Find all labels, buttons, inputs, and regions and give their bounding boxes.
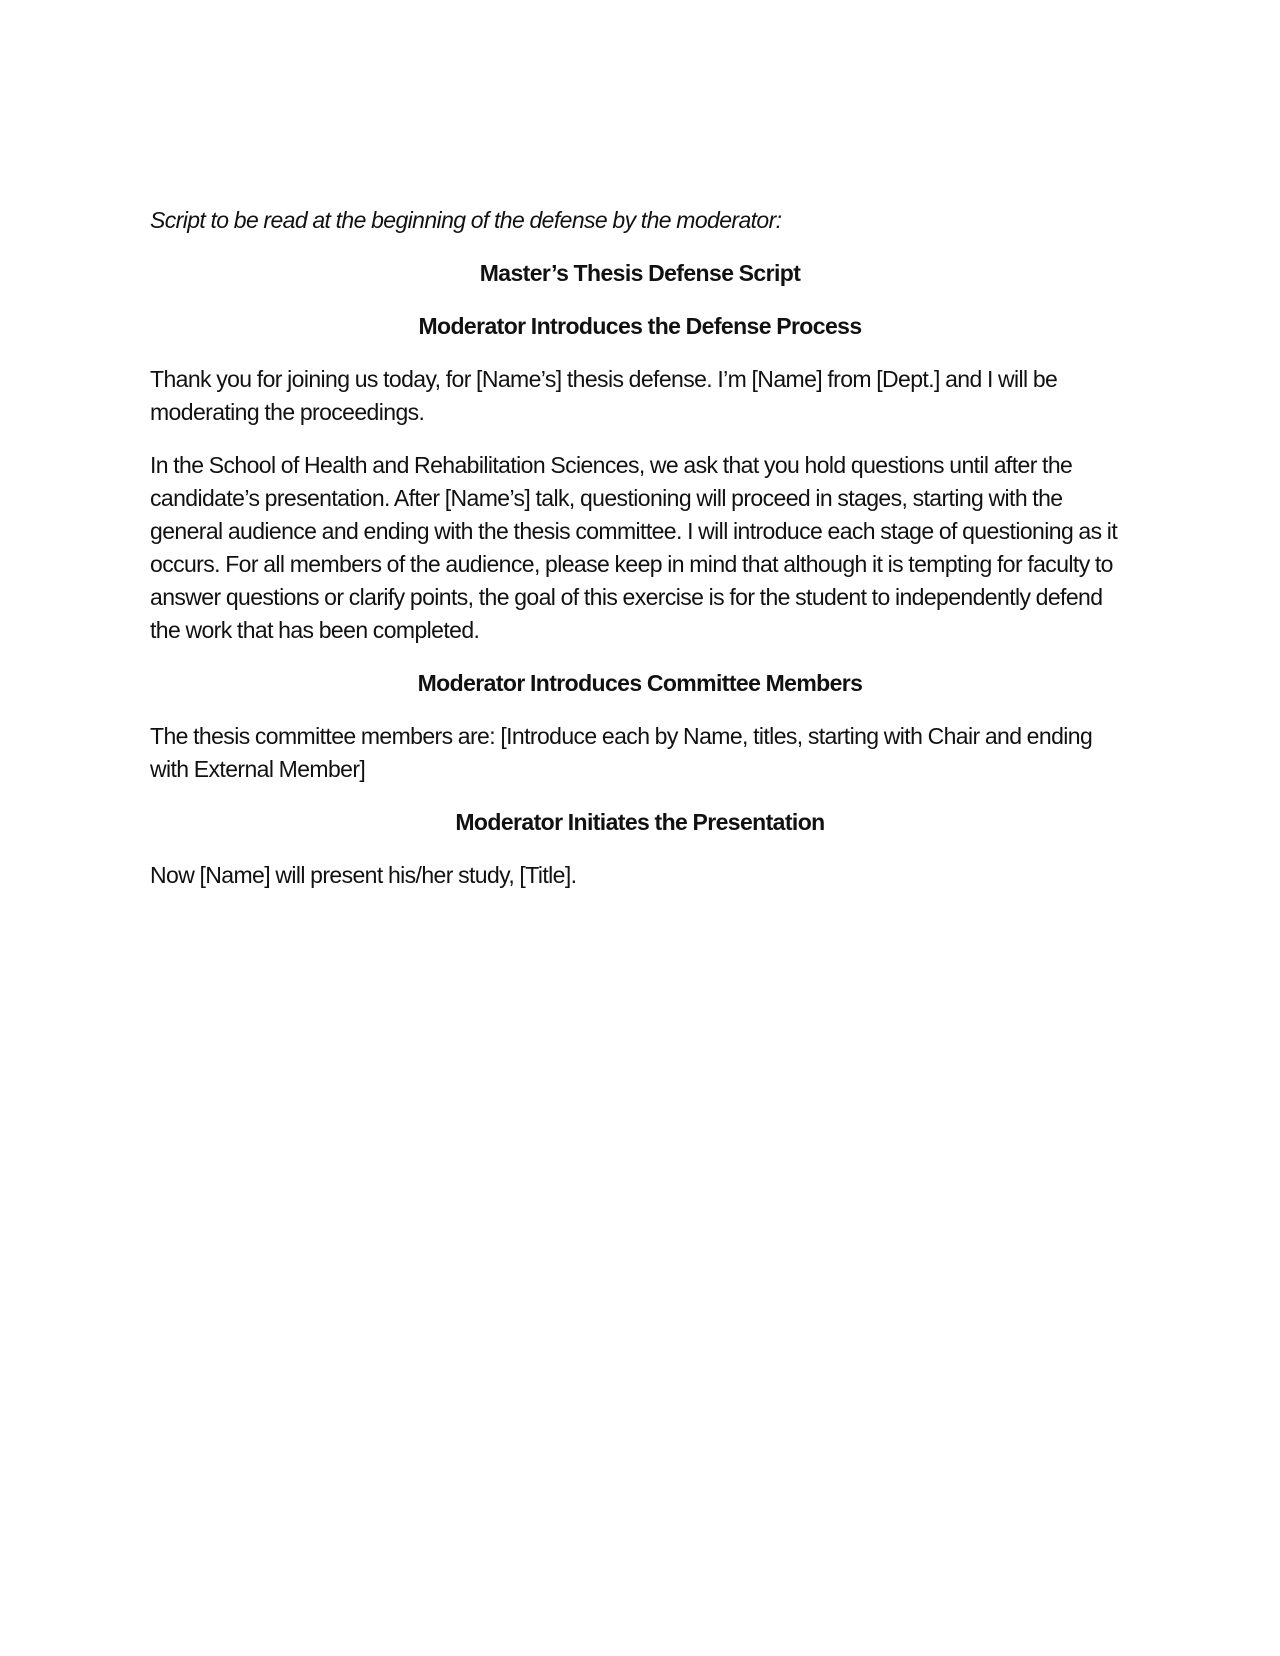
paragraph-presentation: Now [Name] will present his/her study, [Title]. xyxy=(150,862,577,888)
section-heading-defense-process: Moderator Introduces the Defense Process xyxy=(418,313,862,339)
paragraph-committee-members: The thesis committee members are: [Introduce each by Name, titles, starting with Chair and ending with External Member] xyxy=(150,723,1093,782)
document-body xyxy=(150,204,1130,912)
paragraph-welcome: Thank you for joining us today, for [Name’s] thesis defense. I’m [Name] from [Dept.] and I will be moderating the proceedings. xyxy=(150,366,1058,425)
paragraph-questioning-process: In the School of Health and Rehabilitation Sciences, we ask that you hold questions until after the candidate’s presentation. After [Name’s] talk, questioning will proceed in stages, starting with the general audience and ending with the thesis committee. I will introduce each stage of questioning as it occurs. For all members of the audience, please keep in mind that although it is tempting for faculty to answer questions or clarify points, the goal of this exercise is for the student to independently defend the work that has been completed. xyxy=(150,452,1118,643)
section-heading-committee-members: Moderator Introduces Committee Members xyxy=(417,670,863,696)
section-heading-presentation: Moderator Initiates the Presentation xyxy=(455,809,825,835)
document-title: Master’s Thesis Defense Script xyxy=(479,260,801,286)
intro-line: Script to be read at the beginning of the defense by the moderator: xyxy=(150,207,782,233)
